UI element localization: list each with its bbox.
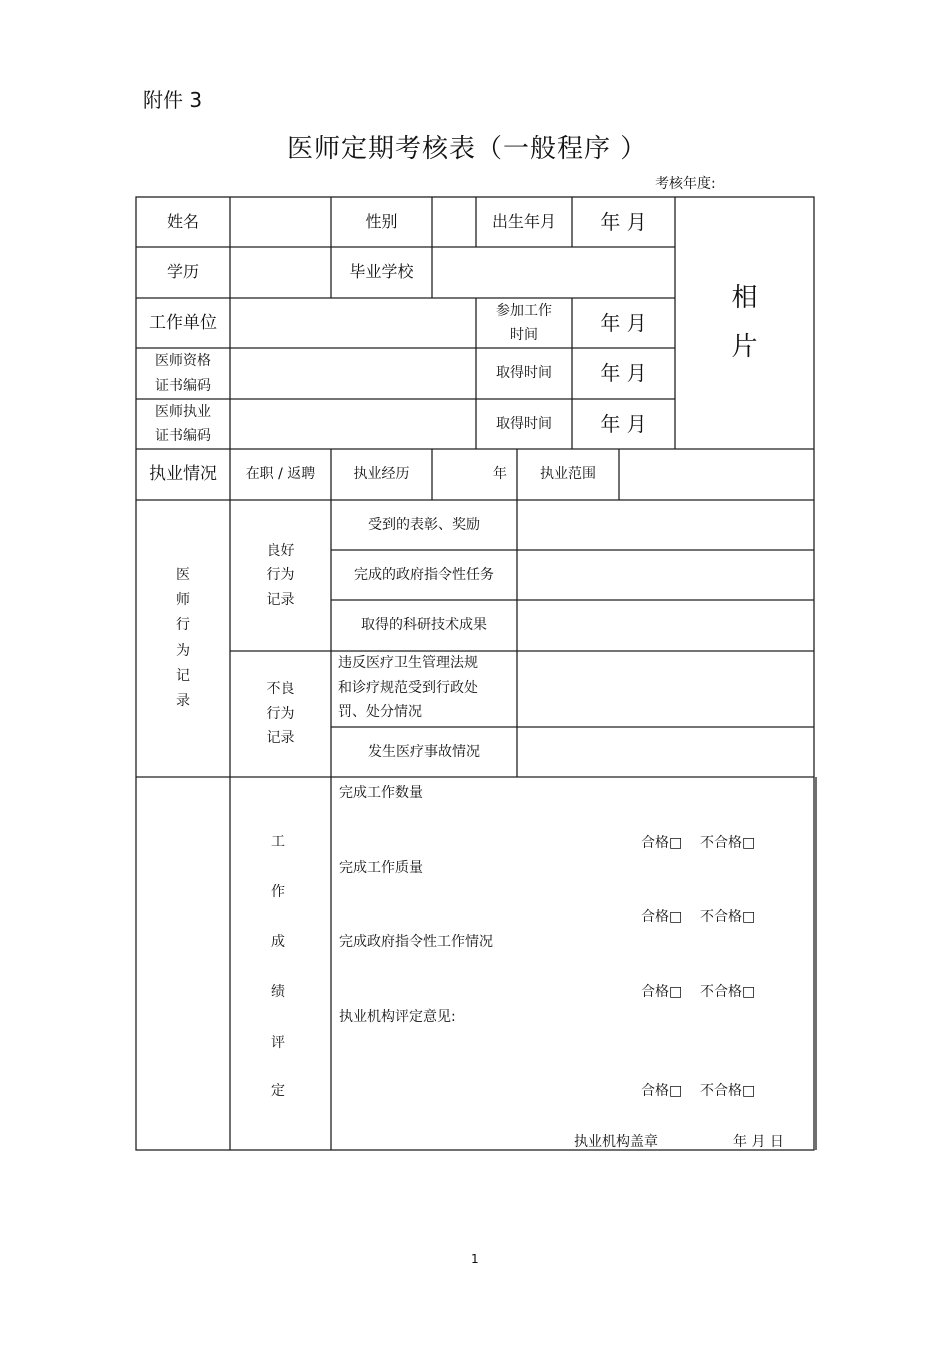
- quality-pass-checkbox[interactable]: 合格□: [641, 909, 683, 925]
- assessment-year-label: 考核年度:: [655, 176, 716, 192]
- perf-item-gov-work: 完成政府指令性工作情况: [339, 934, 493, 950]
- school-field[interactable]: [432, 247, 675, 298]
- opinion-pass-checkbox[interactable]: 合格□: [641, 1083, 683, 1099]
- gov-work-pass-checkbox[interactable]: 合格□: [641, 984, 683, 1000]
- quantity-fail-checkbox[interactable]: 不合格□: [700, 835, 756, 851]
- opinion-fail-checkbox[interactable]: 不合格□: [700, 1083, 756, 1099]
- work-start-label: 参加工作 时间: [496, 302, 552, 343]
- bad-item-accidents: 发生医疗事故情况: [368, 743, 480, 760]
- qualification-obtained-field[interactable]: 年 月: [600, 361, 647, 385]
- form-title: 医师定期考核表（一般程序 ）: [287, 134, 648, 164]
- photo-label-char-1: 相: [731, 282, 758, 313]
- birth-field[interactable]: 年 月: [600, 209, 647, 234]
- gov-tasks-field[interactable]: [517, 550, 814, 600]
- work-start-field[interactable]: 年 月: [600, 310, 647, 335]
- good-item-gov-tasks: 完成的政府指令性任务: [354, 566, 494, 583]
- photo-area[interactable]: [675, 197, 814, 449]
- good-item-awards: 受到的表彰、奖励: [368, 516, 480, 533]
- qualification-cert-field[interactable]: [230, 348, 476, 399]
- accidents-field[interactable]: [517, 727, 814, 777]
- gender-field[interactable]: [432, 197, 476, 247]
- seal-date-label: 年 月 日: [733, 1134, 784, 1150]
- scope-label: 执业范围: [540, 466, 596, 483]
- institution-seal-label: 执业机构盖章: [574, 1134, 658, 1150]
- conduct-record-section-label: 医 师 行 为 记 录: [176, 566, 190, 709]
- attachment-label: 附件 3: [143, 88, 203, 112]
- gender-label: 性别: [365, 211, 398, 231]
- employer-field[interactable]: [230, 298, 476, 348]
- practice-obtained-label: 取得时间: [496, 415, 552, 432]
- experience-years-field[interactable]: 年: [493, 466, 507, 483]
- perf-item-quality: 完成工作质量: [339, 860, 423, 876]
- employer-label: 工作单位: [149, 312, 217, 333]
- employment-status-value[interactable]: 在职 / 返聘: [245, 466, 316, 483]
- name-label: 姓名: [166, 211, 199, 231]
- research-field[interactable]: [517, 600, 814, 651]
- practice-obtained-field[interactable]: 年 月: [600, 411, 647, 436]
- practice-status-label: 执业情况: [149, 464, 217, 485]
- photo-label-char-2: 片: [731, 332, 758, 362]
- practice-cert-field[interactable]: [230, 399, 476, 449]
- qualification-obtained-label: 取得时间: [496, 365, 552, 382]
- qualification-cert-label: 医师资格 证书编码: [155, 353, 211, 394]
- awards-field[interactable]: [517, 500, 814, 550]
- school-label: 毕业学校: [349, 262, 414, 282]
- gov-work-fail-checkbox[interactable]: 不合格□: [700, 984, 756, 1000]
- good-conduct-label: 良好 行为 记录: [266, 542, 295, 608]
- education-label: 学历: [166, 262, 199, 282]
- bad-item-violations: 违反医疗卫生管理法规 和诊疗规范受到行政处 罚、处分情况: [338, 655, 478, 720]
- perf-item-quantity: 完成工作数量: [339, 785, 423, 801]
- perf-item-institution-opinion: 执业机构评定意见:: [339, 1009, 456, 1025]
- page-number: 1: [471, 1252, 479, 1266]
- scope-field[interactable]: [619, 449, 814, 500]
- education-field[interactable]: [230, 247, 331, 298]
- birth-label: 出生年月: [491, 211, 556, 231]
- bad-conduct-label: 不良 行为 记录: [266, 681, 295, 747]
- quantity-pass-checkbox[interactable]: 合格□: [641, 835, 683, 851]
- good-item-research: 取得的科研技术成果: [361, 617, 487, 634]
- quality-fail-checkbox[interactable]: 不合格□: [700, 909, 756, 925]
- name-field[interactable]: [230, 197, 331, 247]
- experience-label: 执业经历: [353, 466, 410, 483]
- practice-cert-label: 医师执业 证书编码: [155, 403, 211, 444]
- violations-field[interactable]: [517, 651, 814, 727]
